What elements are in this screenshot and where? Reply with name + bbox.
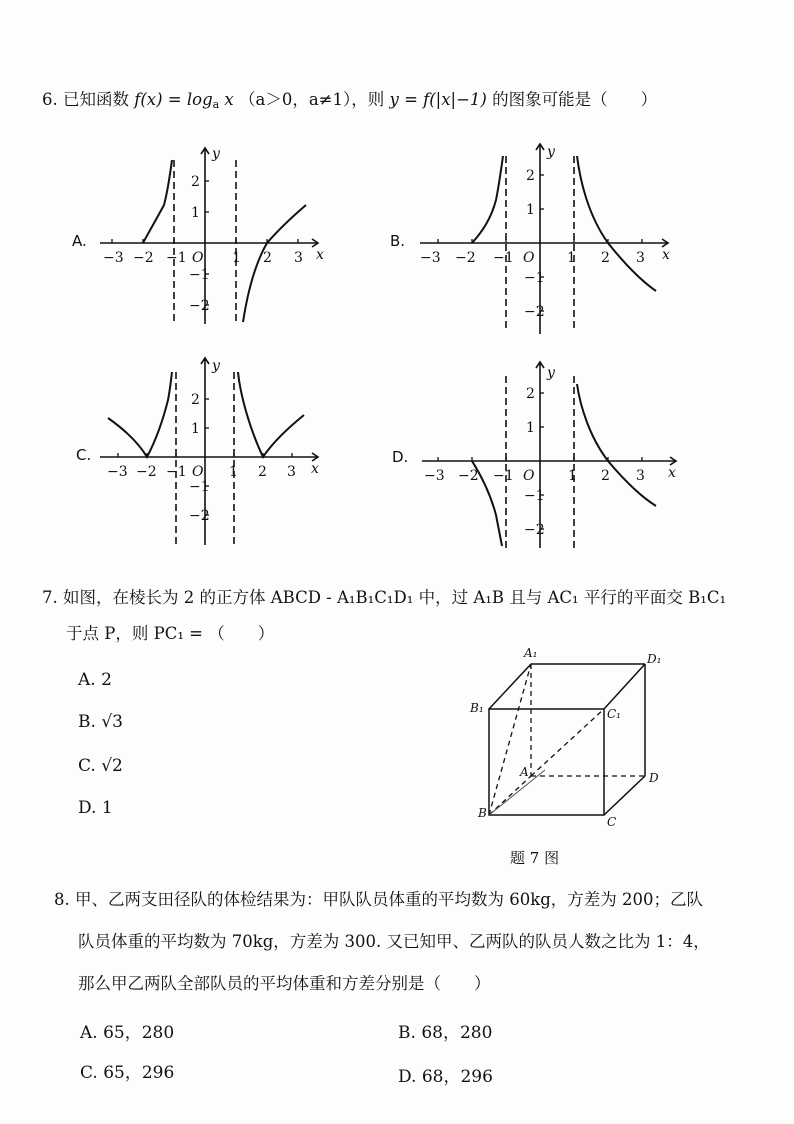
tick-label: −1	[493, 468, 514, 484]
tick-label: 1	[191, 421, 200, 437]
tick-label: −2	[524, 522, 545, 538]
faint-line	[489, 770, 545, 815]
q7-option-d[interactable]: D. 1	[78, 798, 113, 818]
tick-label: −2	[133, 250, 154, 266]
tick-label: 2	[526, 386, 535, 402]
vertex-label: C	[607, 815, 617, 829]
q6-function-def: $f(x) = \log_a x$	[134, 90, 234, 111]
tick-label: −1	[166, 464, 187, 480]
tick-label: −3	[420, 250, 441, 266]
graph-a-label[interactable]: A.	[72, 232, 87, 250]
vertex-label: B₁	[470, 701, 484, 715]
q6-condition: （a＞0，a≠1），则	[239, 90, 385, 109]
origin-label: O	[523, 468, 535, 484]
q7-number: 7.	[42, 588, 58, 607]
tick-label: 1	[526, 202, 535, 218]
tick-label: 1	[526, 420, 535, 436]
q8-option-a[interactable]: A. 65，280	[80, 1023, 175, 1043]
vertex-label: C₁	[607, 707, 621, 721]
tick-label: −3	[103, 250, 124, 266]
q8-option-c[interactable]: C. 65，296	[80, 1063, 175, 1083]
q8-stem-line1	[54, 892, 703, 909]
origin-label: O	[192, 464, 204, 480]
tick-label: 2	[263, 250, 272, 266]
tick-label: −3	[107, 464, 128, 480]
tick-label: 3	[636, 468, 645, 484]
edge-c1-d1	[604, 664, 645, 709]
tick-label: 2	[191, 392, 200, 408]
edge-c-d	[604, 776, 645, 815]
tick-label: 2	[601, 250, 610, 266]
vertex-label: D₁	[647, 652, 662, 666]
q7-option-c[interactable]: C. √2	[78, 756, 123, 776]
q8-option-d[interactable]: D. 68，296	[398, 1067, 493, 1087]
figure-caption: 题 7 图	[510, 849, 560, 867]
tick-label: −2	[189, 298, 210, 314]
tick-label: −2	[458, 468, 479, 484]
diagonal-a-c1	[531, 709, 604, 776]
x-axis-label: x	[311, 461, 319, 477]
graph-c-label[interactable]: C.	[76, 446, 92, 464]
vertex-label: B	[478, 806, 487, 820]
tick-label: −1	[524, 270, 545, 286]
q8-line2: 队员体重的平均数为 70kg，方差为 300. 又已知甲、乙两队的队员人数之比为 1：4，	[78, 932, 710, 951]
vertex-label: A₁	[524, 646, 538, 660]
q7-line1: 如图，在棱长为 2 的正方体 ABCD - A₁B₁C₁D₁ 中，过 A₁B 且与 AC₁ 平行的平面交 B₁C₁	[63, 588, 727, 607]
y-axis-label: y	[547, 365, 555, 381]
q8-option-b[interactable]: B. 68，280	[398, 1023, 493, 1043]
tick-label: 2	[258, 464, 267, 480]
q7-line2: 于点 P，则 PC₁ = （ ）	[66, 624, 275, 643]
edge-b-a	[489, 776, 531, 815]
tick-label: 2	[601, 468, 610, 484]
tick-label: −1	[189, 267, 210, 283]
tick-label: 1	[232, 250, 241, 266]
vertex-label: A	[520, 765, 529, 779]
origin-label: O	[523, 250, 535, 266]
tick-label: 3	[636, 250, 645, 266]
q7-option-b[interactable]: B. √3	[78, 712, 123, 732]
y-axis-label: y	[212, 358, 220, 374]
vertex-label: D	[649, 771, 659, 785]
y-axis-label: y	[212, 146, 220, 162]
tick-label: 3	[287, 464, 296, 480]
q6-number: 6.	[42, 90, 58, 109]
tick-label: −3	[424, 468, 445, 484]
graph-b-label[interactable]: B.	[390, 232, 406, 250]
tick-label: 2	[191, 174, 200, 190]
tick-label: −2	[136, 464, 157, 480]
tick-label: 2	[526, 168, 535, 184]
q8-number: 8.	[54, 890, 70, 909]
q6-prefix: 已知函数	[63, 90, 129, 109]
tick-label: 1	[229, 464, 238, 480]
graph-d-label[interactable]: D.	[392, 448, 409, 466]
tick-label: 1	[568, 468, 577, 484]
tick-label: −1	[524, 488, 545, 504]
tick-label: −2	[455, 250, 476, 266]
tick-label: −2	[524, 304, 545, 320]
tick-label: −1	[493, 250, 514, 266]
q8-line1: 甲、乙两支田径队的体检结果为：甲队队员体重的平均数为 60kg，方差为 200；乙队	[75, 890, 704, 909]
x-axis-label: x	[662, 247, 670, 263]
tick-label: −2	[189, 508, 210, 524]
q7-option-a[interactable]: A. 2	[78, 670, 112, 690]
tick-label: 1	[191, 205, 200, 221]
tick-label: 1	[567, 250, 576, 266]
x-axis-label: x	[316, 247, 324, 263]
q6-suffix: 的图象可能是（ ）	[492, 90, 658, 109]
q6-composite-function: y = f(|x|−1)	[389, 90, 487, 109]
tick-label: −1	[166, 250, 187, 266]
q8-line3: 那么甲乙两队全部队员的平均体重和方差分别是（ ）	[78, 974, 491, 993]
edge-b1-a1	[489, 664, 531, 709]
x-axis-label: x	[668, 465, 676, 481]
y-axis-label: y	[547, 144, 555, 160]
tick-label: −1	[189, 479, 210, 495]
tick-label: 3	[294, 250, 303, 266]
origin-label: O	[192, 250, 204, 266]
